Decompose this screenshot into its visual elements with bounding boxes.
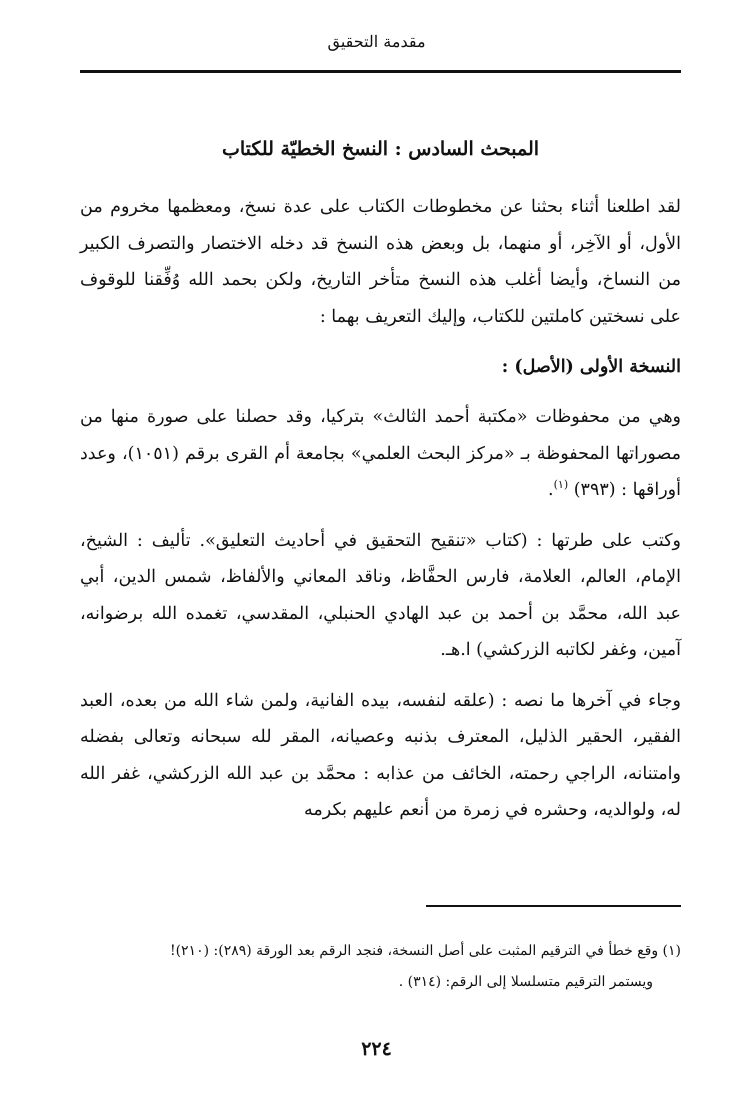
header-rule — [80, 70, 681, 73]
running-header: مقدمة التحقيق — [327, 32, 426, 51]
paragraph-end-mark: . — [548, 480, 554, 500]
manuscript-description-text: وهي من محفوظات «مكتبة أحمد الثالث» بتركيا، وقد حصلنا على صورة منها من مصوراتها المحفوظة بـ «مركز البحث العلمي» بجامعة أم القرى برقم (١٠٥١)، وعدد أوراقها : (٣٩٣) — [80, 407, 681, 500]
page-number: ٢٢٤ — [361, 1038, 392, 1060]
manuscript-description-paragraph — [80, 399, 681, 509]
section-title: المبحث السادس : النسخ الخطيّة للكتاب — [221, 138, 540, 160]
footnote-reference[interactable]: (١) — [553, 478, 569, 492]
colophon-paragraph: وجاء في آخرها ما نصه : (علقه لنفسه، بيده الفانية، ولمن شاء الله من بعده، العبد الفقير، الحقير الذليل، المعترف بذنبه وعصيانه، المقر لله سبحانه وتعالى بفضله وامتنانه، الراجي رحمته، الخائف من عذابه : محمَّد بن عبد الله الزركشي، غفر الله له، ولوالديه، وحشره في زمرة من أنعم عليهم بكرمه — [80, 690, 681, 820]
title-page-paragraph: وكتب على طرتها : (كتاب «تنقيح التحقيق في أحاديث التعليق». تأليف : الشيخ، الإمام، العالم، العلامة، فارس الحفَّاظ، وناقد المعاني والألفاظ، شمس الدين، أبي عبد الله، محمَّد بن أحمد بن عبد الهادي الحنبلي، المقدسي، تغمده الله برضوانه، آمين، وغفر لكاتبه الزركشي) ا.هـ. — [80, 530, 681, 660]
footnote — [60, 936, 681, 998]
intro-paragraph: لقد اطلعنا أثناء بحثنا عن مخطوطات الكتاب على عدة نسخ، ومعظمها مخروم من الأول، أو الآخِر، أو منهما، بل وبعض هذه النسخ قد دخله الاختصار والتصرف الكبير من النساخ، وأيضا أغلب هذه النسخ متأخر التاريخ، ولكن بحمد الله وُفِّقنا للوقوف على نسختين كاملتين للكتاب، وإليك التعريف بهما : — [80, 197, 681, 327]
footnote-line-2: ويستمر الترقيم متسلسلا إلى الرقم: (٣١٤) . — [398, 974, 653, 990]
manuscript-subheading: النسخة الأولى (الأصل) : — [501, 357, 681, 377]
footnote-rule — [426, 905, 681, 907]
body-text — [80, 189, 681, 829]
footnote-line-1: (١) وقع خطأ في الترقيم المثبت على أصل النسخة، فنجد الرقم بعد الورقة (٢٨٩): (٢١٠)! — [169, 943, 681, 959]
